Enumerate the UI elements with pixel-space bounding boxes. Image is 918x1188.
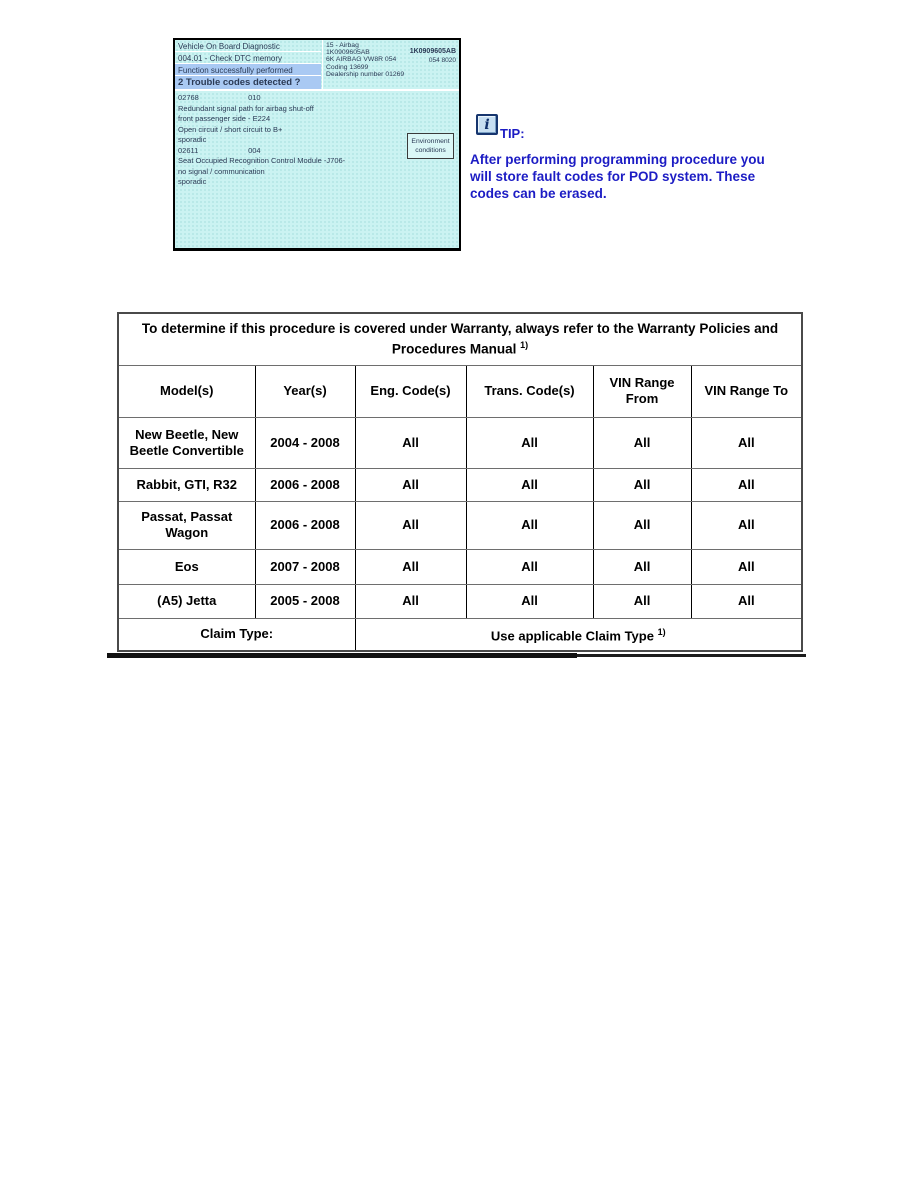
table-row bbox=[118, 549, 802, 584]
diag-part-number: 1K0909605AB bbox=[326, 49, 370, 57]
fault-code: 02611 bbox=[178, 145, 199, 155]
diag-header-right bbox=[322, 40, 459, 89]
info-icon: i bbox=[476, 114, 498, 135]
diag-result-line: 2 Trouble codes detected ? bbox=[175, 76, 321, 90]
cell-eng: All bbox=[355, 501, 466, 549]
col-trans-codes: Trans. Code(s) bbox=[466, 365, 593, 417]
cell-vin-to: All bbox=[691, 417, 802, 468]
cell-trans: All bbox=[466, 468, 593, 501]
cell-eng: All bbox=[355, 549, 466, 584]
cell-eng: All bbox=[355, 468, 466, 501]
column-header-row bbox=[118, 365, 802, 417]
diag-dealership-line: Dealership number 01269 bbox=[326, 70, 405, 78]
cell-years: 2006 - 2008 bbox=[255, 468, 355, 501]
cell-vin-to: All bbox=[691, 501, 802, 549]
cell-years: 2006 - 2008 bbox=[255, 501, 355, 549]
table-row bbox=[118, 417, 802, 468]
fault-text: Seat Occupied Recognition Control Module -J706- bbox=[178, 156, 346, 165]
cell-model: Passat, Passat Wagon bbox=[118, 501, 255, 549]
page-divider-rule bbox=[577, 654, 806, 657]
diag-function-line: 004.01 - Check DTC memory bbox=[175, 52, 321, 64]
fault-text: front passenger side - E224 bbox=[178, 114, 271, 123]
diag-part-number-right: 1K0909605AB bbox=[409, 48, 456, 55]
claim-type-footnote: 1) bbox=[657, 627, 666, 638]
cell-model: (A5) Jetta bbox=[118, 584, 255, 618]
cell-model: Rabbit, GTI, R32 bbox=[118, 468, 255, 501]
cell-vin-to: All bbox=[691, 549, 802, 584]
diagnostic-screenshot bbox=[173, 38, 461, 251]
cell-model: Eos bbox=[118, 549, 255, 584]
fault-status-code: 010 bbox=[248, 93, 261, 102]
table-row bbox=[118, 584, 802, 618]
cell-trans: All bbox=[466, 501, 593, 549]
col-years: Year(s) bbox=[255, 365, 355, 417]
claim-type-text: Use applicable Claim Type bbox=[490, 628, 654, 644]
environment-conditions-button: Environment conditions bbox=[407, 133, 454, 159]
cell-years: 2005 - 2008 bbox=[255, 584, 355, 618]
claim-type-value bbox=[355, 618, 802, 651]
warranty-table bbox=[117, 312, 803, 652]
fault-code-row bbox=[178, 93, 415, 104]
col-models: Model(s) bbox=[118, 365, 255, 417]
tip-label: TIP: bbox=[500, 126, 525, 141]
cell-vin-to: All bbox=[691, 468, 802, 501]
cell-trans: All bbox=[466, 584, 593, 618]
cell-vin-to: All bbox=[691, 584, 802, 618]
fault-text: Open circuit / short circuit to B+ bbox=[178, 124, 283, 134]
cell-vin-from: All bbox=[593, 417, 691, 468]
cell-vin-from: All bbox=[593, 584, 691, 618]
claim-type-label: Claim Type: bbox=[118, 618, 355, 651]
diag-fault-list bbox=[175, 93, 415, 188]
warranty-note bbox=[118, 313, 802, 365]
fault-code-row bbox=[178, 146, 415, 157]
warranty-note-footnote: 1) bbox=[520, 340, 529, 350]
diag-header-left bbox=[175, 40, 321, 90]
cell-eng: All bbox=[355, 417, 466, 468]
tip-text: After performing programming procedure you will store fault codes for POD system. These codes can be erased. bbox=[470, 152, 765, 201]
diag-component: 6K AIRBAG VW8R 054 bbox=[326, 56, 397, 64]
fault-text: sporadic bbox=[178, 135, 207, 144]
cell-eng: All bbox=[355, 584, 466, 618]
cell-years: 2007 - 2008 bbox=[255, 549, 355, 584]
claim-type-row bbox=[118, 618, 802, 651]
page-divider-rule bbox=[107, 653, 577, 658]
fault-text: sporadic bbox=[178, 177, 207, 186]
diag-header-divider bbox=[175, 89, 459, 91]
diag-title: Vehicle On Board Diagnostic bbox=[175, 40, 321, 52]
table-row bbox=[118, 501, 802, 549]
diag-workshop-code: 054 8020 bbox=[428, 57, 456, 64]
cell-vin-from: All bbox=[593, 501, 691, 549]
fault-status-code: 004 bbox=[248, 145, 261, 155]
col-vin-to: VIN Range To bbox=[691, 365, 802, 417]
table-row bbox=[118, 468, 802, 501]
diag-coding-line: Coding 13699 bbox=[326, 63, 369, 71]
fault-code: 02768 bbox=[178, 93, 199, 102]
cell-vin-from: All bbox=[593, 549, 691, 584]
diag-address-line: 15 - Airbag bbox=[326, 42, 359, 49]
cell-vin-from: All bbox=[593, 468, 691, 501]
cell-trans: All bbox=[466, 549, 593, 584]
fault-text: Redundant signal path for airbag shut-off bbox=[178, 103, 314, 113]
fault-text: no signal / communication bbox=[178, 166, 265, 176]
col-eng-codes: Eng. Code(s) bbox=[355, 365, 466, 417]
warranty-note-row bbox=[118, 313, 802, 365]
cell-years: 2004 - 2008 bbox=[255, 417, 355, 468]
col-vin-from: VIN Range From bbox=[593, 365, 691, 417]
warranty-note-text: To determine if this procedure is covered under Warranty, always refer to the Warranty Policies and Procedures Manual bbox=[141, 321, 779, 357]
diag-status-line: Function successfully performed bbox=[175, 64, 321, 76]
cell-model: New Beetle, New Beetle Convertible bbox=[118, 417, 255, 468]
cell-trans: All bbox=[466, 417, 593, 468]
